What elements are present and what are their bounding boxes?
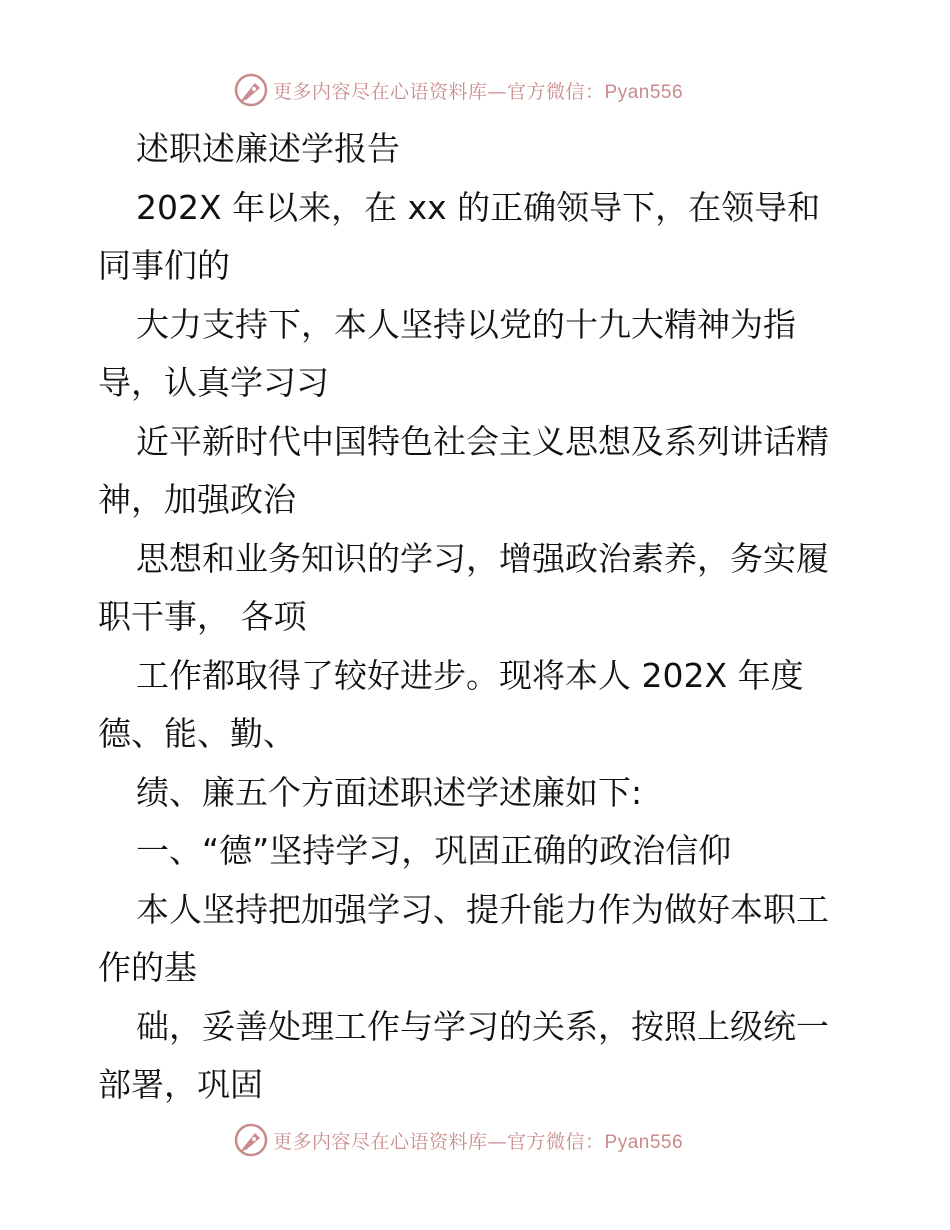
- document-line: 职干事， 各项: [98, 597, 307, 636]
- document-line: 一、“德”坚持学习，巩固正确的政治信仰: [136, 831, 732, 870]
- document-line: 工作都取得了较好进步。现将本人 202X 年度: [136, 655, 804, 695]
- document-line: 绩、廉五个方面述职述学述廉如下:: [136, 772, 643, 812]
- document-line: 大力支持下，本人坚持以党的十九大精神为指: [136, 304, 796, 344]
- pen-nib-logo-icon: [233, 1122, 269, 1158]
- document-line: 本人坚持把加强学习、提升能力作为做好本职工: [136, 889, 829, 929]
- document-line: 近平新时代中国特色社会主义思想及系列讲话精: [136, 421, 829, 461]
- document-line: 神，加强政治: [98, 480, 296, 519]
- pen-nib-logo-icon: [233, 72, 269, 108]
- watermark-text: [273, 77, 683, 104]
- watermark-label: 更多内容尽在心语资料库—官方微信：: [273, 1130, 605, 1153]
- watermark-footer: [233, 1120, 713, 1160]
- watermark-handle: Pyan556: [604, 81, 684, 103]
- document-line: 作的基: [98, 948, 197, 987]
- document-body: [98, 120, 858, 1115]
- document-line: 德、能、勤、: [98, 714, 296, 753]
- watermark-label: 更多内容尽在心语资料库—官方微信：: [273, 80, 605, 103]
- document-line: 同事们的: [98, 246, 230, 285]
- watermark-handle: Pyan556: [604, 1131, 684, 1153]
- document-line: 础，妥善处理工作与学习的关系，按照上级统一: [136, 1006, 829, 1046]
- document-line: 202X 年以来，在 xx 的正确领导下，在领导和: [136, 187, 821, 227]
- document-line: 导，认真学习习: [98, 363, 329, 402]
- document-line: 述职述廉述学报告: [136, 129, 400, 168]
- watermark-text: [273, 1127, 683, 1154]
- document-line: 思想和业务知识的学习，增强政治素养，务实履: [136, 538, 829, 578]
- watermark-header: [233, 70, 713, 110]
- document-line: 部署，巩固: [98, 1065, 263, 1104]
